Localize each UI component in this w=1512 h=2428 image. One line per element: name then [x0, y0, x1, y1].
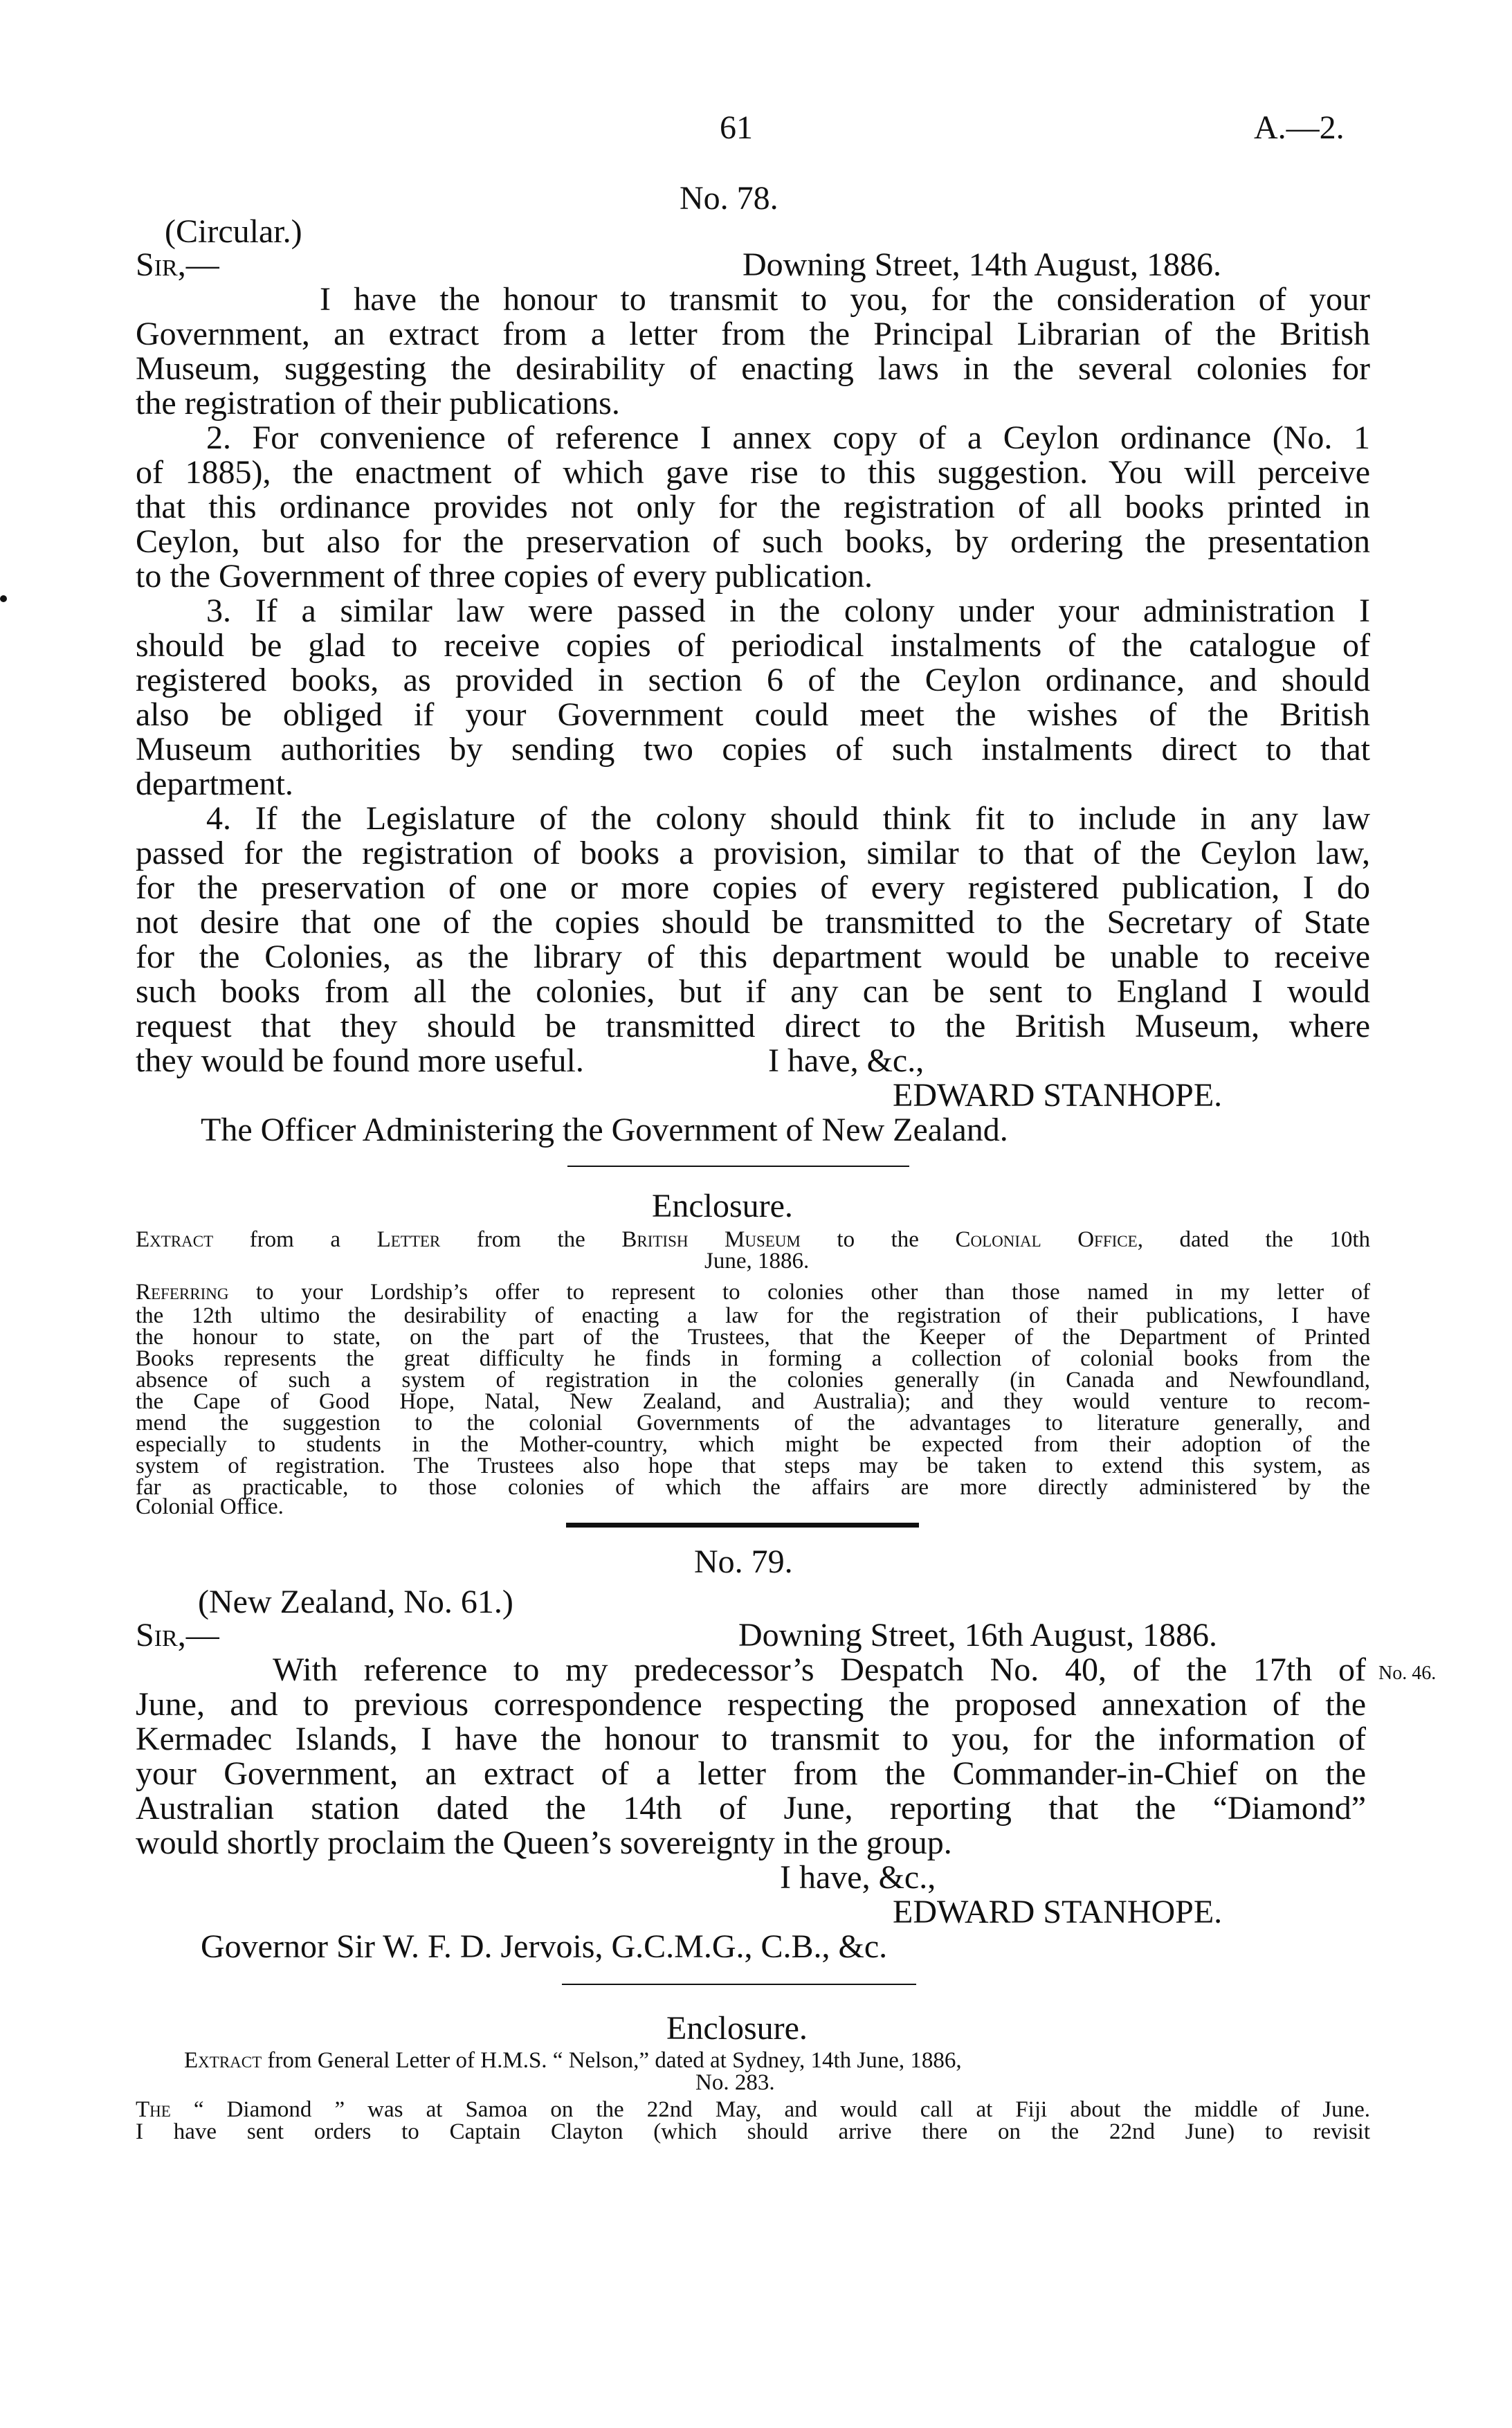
enclosure-1-title-office: Colonial Office: [955, 1227, 1138, 1252]
letter-78-line: Museum, suggesting the desirability of enacting laws in the several colonies for: [136, 350, 1370, 387]
enclosure-1-title-extract: Extract: [136, 1227, 214, 1252]
enclosure-2-heading: Enclosure.: [666, 2010, 808, 2047]
letter-79-addressee: Governor Sir W. F. D. Jervois, G.C.M.G., C.B., &c.: [201, 1928, 888, 1965]
letter-78-line: Museum authorities by sending two copies of such instalments direct to that: [136, 731, 1370, 768]
enclosure-2-first-word: The: [136, 2097, 171, 2122]
letter-78-line: passed for the registration of books a provision, similar to that of the Ceylon law,: [136, 835, 1370, 871]
section-divider: [562, 1984, 916, 1985]
letter-78-line: 3. If a similar law were passed in the colony under your administration I: [206, 592, 1370, 629]
letter-78-signature: EDWARD STANHOPE.: [893, 1077, 1223, 1114]
enclosure-1-line: mend the suggestion to the colonial Governments of the advantages to literature generally, and: [136, 1411, 1370, 1435]
letter-78-salutation: Sir,—: [136, 246, 219, 283]
margin-note: No. 46.: [1378, 1663, 1437, 1684]
letter-78-line: the registration of their publications.: [136, 385, 620, 422]
enclosure-1-title-date: June, 1886.: [704, 1249, 810, 1274]
letter-79-salutation: Sir,—: [136, 1617, 219, 1654]
letter-79-line: your Government, an extract of a letter from the Commander-in-Chief on the: [136, 1755, 1366, 1792]
letter-78-line: for the preservation of one or more copies of every registered publication, I do: [136, 869, 1370, 906]
enclosure-1-title-text: to the: [800, 1227, 956, 1252]
enclosure-1-line: the 12th ultimo the desirability of enacting a law for the registration of their publications, I have: [136, 1303, 1370, 1328]
letter-78-type: (Circular.): [165, 213, 302, 250]
document-reference: A.—2.: [1254, 109, 1345, 146]
enclosure-1-line: system of registration. The Trustees also hope that steps may be taken to extend this system, as: [136, 1453, 1370, 1478]
enclosure-1-title-letter: Letter: [376, 1227, 441, 1252]
letter-78-line: such books from all the colonies, but if any can be sent to England I would: [136, 973, 1370, 1010]
letter-79-line: would shortly proclaim the Queen’s sovereignty in the group.: [136, 1824, 952, 1861]
enclosure-2-title-number: No. 283.: [695, 2070, 775, 2095]
section-divider: [567, 1166, 909, 1167]
letter-78-closing: I have, &c.,: [768, 1042, 924, 1079]
letter-79-dateline: Downing Street, 16th August, 1886.: [738, 1617, 1217, 1654]
letter-79-number: No. 79.: [694, 1543, 793, 1580]
enclosure-1-line: far as practicable, to those colonies of which the affairs are more directly administered by the: [136, 1475, 1370, 1500]
letter-78-line: request that they should be transmitted direct to the British Museum, where: [136, 1008, 1370, 1044]
letter-78-line: I have the honour to transmit to you, for the consideration of your: [320, 281, 1370, 318]
letter-79-line: Kermadec Islands, I have the honour to transmit to you, for the information of: [136, 1721, 1366, 1757]
letter-78-line: Ceylon, but also for the preservation of such books, by ordering the presentation: [136, 523, 1370, 560]
enclosure-2-title: [184, 2050, 962, 2072]
letter-78-line: to the Government of three copies of every publication.: [136, 558, 873, 595]
enclosure-1-first-word: Referring: [136, 1280, 229, 1305]
letter-79-signature: EDWARD STANHOPE.: [893, 1894, 1223, 1930]
enclosure-1-title-text: from a: [213, 1227, 377, 1252]
enclosure-1-title: [136, 1229, 1370, 1251]
enclosure-1-line: Colonial Office.: [136, 1494, 284, 1519]
enclosure-1-line: the honour to state, on the part of the Trustees, that the Keeper of the Department of Printed: [136, 1325, 1370, 1350]
letter-79-type: (New Zealand, No. 61.): [198, 1584, 513, 1620]
enclosure-1-first-line: to your Lordship’s offer to represent to colonies other than those named in my letter of: [228, 1280, 1370, 1305]
enclosure-1-title-museum: British Museum: [621, 1227, 801, 1252]
letter-78-line: they would be found more useful.: [136, 1042, 584, 1079]
letter-78-line: department.: [136, 765, 293, 802]
letter-78-line: that this ordinance provides not only for the registration of all books printed in: [136, 489, 1370, 525]
letter-78-line: for the Colonies, as the library of this department would be unable to receive: [136, 939, 1370, 975]
letter-78-line: registered books, as provided in section 6 of the Ceylon ordinance, and should: [136, 662, 1370, 698]
section-divider-thick: [566, 1523, 919, 1528]
letter-79-closing: I have, &c.,: [780, 1859, 936, 1896]
letter-78-line: should be glad to receive copies of periodical instalments of the catalogue of: [136, 627, 1370, 664]
letter-78-line: 4. If the Legislature of the colony should think fit to include in any law: [206, 800, 1370, 837]
letter-78-dateline: Downing Street, 14th August, 1886.: [743, 246, 1221, 283]
enclosure-2-line: I have sent orders to Captain Clayton (which should arrive there on the 22nd June) to revisit: [136, 2119, 1370, 2144]
letter-78-line: Government, an extract from a letter from the Principal Librarian of the British: [136, 316, 1370, 352]
letter-79-line: Australian station dated the 14th of June, reporting that the “Diamond”: [136, 1790, 1366, 1827]
letter-78-line: also be obliged if your Government could meet the wishes of the British: [136, 696, 1370, 733]
letter-78-line: not desire that one of the copies should be transmitted to the Secretary of State: [136, 904, 1370, 941]
enclosure-1-line: the Cape of Good Hope, Natal, New Zealand, and Australia); and they would venture to recom-: [136, 1389, 1370, 1414]
letter-79-line: June, and to previous correspondence respecting the proposed annexation of the: [136, 1686, 1366, 1723]
enclosure-2-title-text: from General Letter of H.M.S. “ Nelson,” dated at Sydney, 14th June, 1886,: [262, 2048, 962, 2073]
enclosure-2-first-line: “ Diamond ” was at Samoa on the 22nd May, and would call at Fiji about the middle of June.: [170, 2097, 1370, 2122]
enclosure-1-heading: Enclosure.: [652, 1188, 793, 1224]
enclosure-1-title-text: , dated the 10th: [1137, 1227, 1371, 1252]
page-number: 61: [720, 109, 753, 146]
enclosure-2-title-extract: Extract: [184, 2048, 262, 2073]
margin-mark: [0, 595, 7, 602]
enclosure-1-line: Books represents the great difficulty he finds in forming a collection of colonial books from the: [136, 1346, 1370, 1371]
enclosure-1-line: especially to students in the Mother-country, which might be expected from their adoption of the: [136, 1432, 1370, 1457]
enclosure-1-title-text: from the: [440, 1227, 622, 1252]
letter-79-line: With reference to my predecessor’s Despatch No. 40, of the 17th of: [273, 1651, 1366, 1688]
letter-78-line: 2. For convenience of reference I annex copy of a Ceylon ordinance (No. 1: [206, 419, 1370, 456]
letter-78-addressee: The Officer Administering the Government of New Zealand.: [201, 1112, 1008, 1148]
letter-78-number: No. 78.: [680, 180, 778, 217]
enclosure-1-line: absence of such a system of registration in the colonies generally (in Canada and Newfoundland,: [136, 1368, 1370, 1393]
enclosure-1-line: [136, 1282, 1370, 1303]
letter-78-line: of 1885), the enactment of which gave rise to this suggestion. You will perceive: [136, 454, 1370, 491]
enclosure-2-line: [136, 2099, 1370, 2121]
